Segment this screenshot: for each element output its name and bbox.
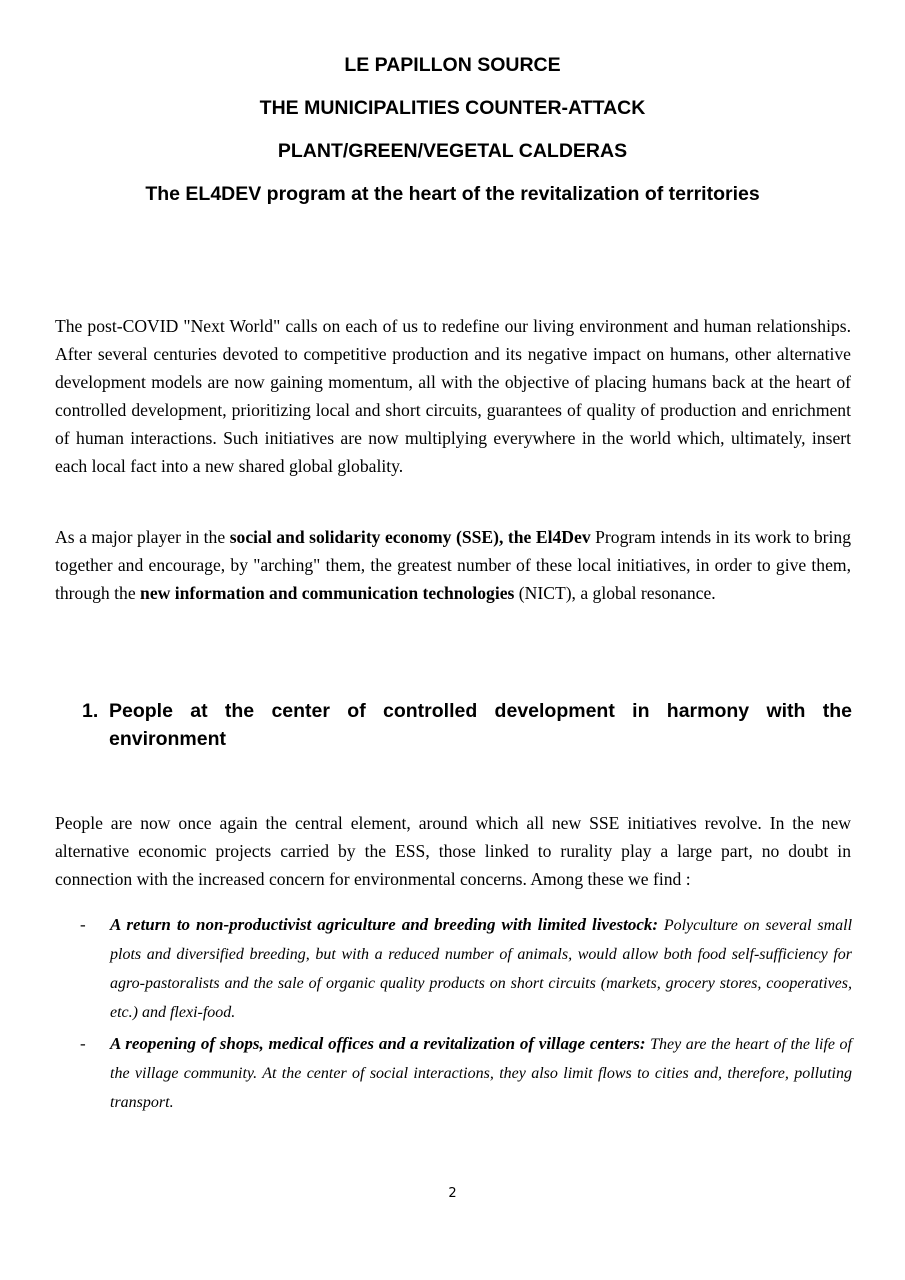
title-line-3: PLANT/GREEN/VEGETAL CALDERAS [277,140,628,162]
bullet-text: They are the heart of the life of the village community. At the center of social interactions, they also limit flows to cities and, therefore, polluting transport. [110,1036,853,1111]
intro-paragraph-2 [55,523,851,607]
title-line-2: THE MUNICIPALITIES COUNTER-ATTACK [259,97,646,119]
intro-p2-text-a: As a major player in the [55,527,230,547]
section-1-bullet-list [80,911,852,1120]
section-1-heading-text: People at the center of controlled development in harmony with the environment [109,700,852,750]
bullet-lead: A reopening of shops, medical offices and a revitalization of village centers: [110,1034,646,1053]
intro-paragraph-1: The post-COVID "Next World" calls on each of us to redefine our living environment and human relationships. After several centuries devoted to competitive production and its negative impact on humans, other alternative development models are now gaining momentum, all with the objective of placing humans back at the heart of controlled development, prioritizing local and short circuits, guarantees of quality of production and enrichment of human interactions. Such initiatives are now multiplying everywhere in the world which, ultimately, insert each local fact into a new shared global globality. [55,316,851,476]
bullet-lead: A return to non-productivist agriculture and breeding with limited livestock: [110,915,659,934]
intro-p2-text-c: Program intends in its work to bring together and encourage, by "arching" them, the greatest number of these local initiatives, in order to give them, through the [55,527,851,603]
title-block [55,54,850,205]
bullet-dash: - [80,1034,86,1053]
section-1-paragraph: People are now once again the central element, around which all new SSE initiatives revolve. In the new alternative economic projects carried by the ESS, those linked to rurality play a large part, no doubt in connection with the increased concern for environmental concerns. Among these we find : [55,813,851,889]
section-1-number: 1. [82,700,99,722]
intro-p2-text-e: (NICT), a global resonance. [514,583,716,603]
bullet-dash: - [80,915,86,934]
bullet-text: Polyculture on several small plots and diversified breeding, but with a reduced number of animals, would allow both food self-sufficiency for agro-pastoralists and the sale of organic quality products on short circuits (markets, grocery stores, cooperatives, etc.) and flexi-food. [110,917,853,1021]
title-line-1: LE PAPILLON SOURCE [344,54,561,76]
intro-p2-bold-nict: new information and communication technologies [140,583,515,603]
document-subtitle: The EL4DEV program at the heart of the revitalization of territories [145,183,760,205]
page-number: 2 [448,1186,457,1201]
section-1-heading [82,697,852,753]
intro-p2-bold-sse: social and solidarity economy (SSE), the El4Dev [229,527,591,547]
list-item [80,1030,852,1117]
list-item [80,911,852,1027]
